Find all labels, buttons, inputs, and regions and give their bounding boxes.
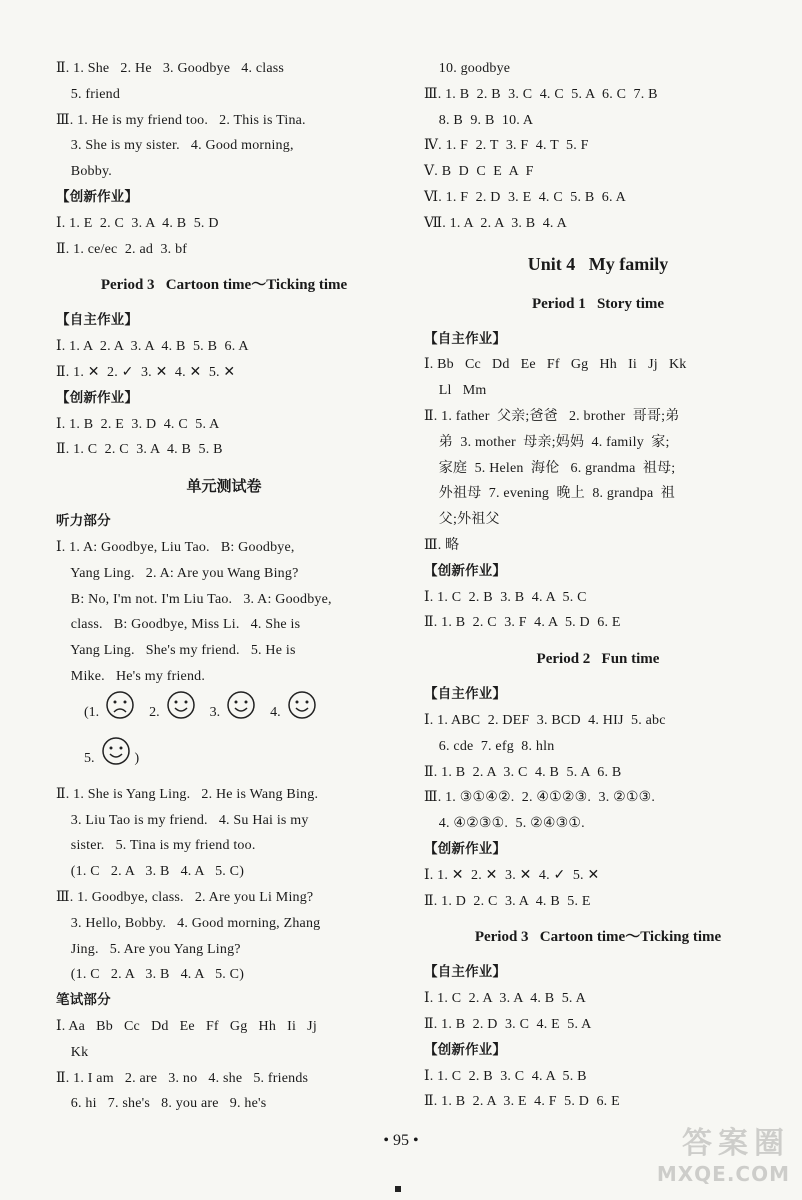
left-intro-list — [56, 56, 392, 185]
answer-line: Ⅰ. Aa Bb Cc Dd Ee Ff Gg Hh Ii Jj — [56, 1018, 317, 1034]
answer-line: Ⅱ. 1. B 2. C 3. F 4. A 5. D 6. E — [424, 615, 621, 631]
answer-line: 6. hi 7. she's 8. you are 9. he's — [56, 1096, 267, 1112]
answer-line: Ⅱ. 1. She 2. He 3. Goodbye 4. class — [56, 61, 285, 76]
answer-line: Ⅱ. 1. B 2. A 3. E 4. F 5. D 6. E — [424, 1094, 620, 1110]
answer-line: Ⅴ. B D C E A F — [424, 164, 534, 180]
answer-line: Ⅲ. 1. Goodbye, class. 2. Are you Li Ming? — [56, 889, 314, 905]
answer-line: 5. friend — [56, 86, 121, 102]
face-label: 2. — [149, 704, 160, 720]
faces-row — [56, 736, 392, 782]
face-label: (1. — [84, 704, 100, 720]
answer-line: Mike. He's my friend. — [56, 668, 206, 684]
listening-section-tag: 听力部分 — [56, 513, 111, 530]
period-title: Period 3 Cartoon time～Ticking time — [100, 277, 348, 294]
face-label: 5. — [84, 750, 95, 766]
unit-title: Unit 4 My family — [527, 253, 669, 274]
answer-line: Ⅲ. 1. ③①④②. 2. ④①②③. 3. ②①③. — [424, 790, 656, 806]
period-title: Period 1 Story time — [531, 295, 665, 312]
answer-line: Ⅰ. 1. E 2. C 3. A 4. B 5. D — [56, 215, 219, 231]
answer-line: Jing. 5. Are you Yang Ling? — [56, 941, 241, 957]
answer-line: 父;外祖父 — [424, 512, 500, 528]
answer-line: 弟 3. mother 母亲;妈妈 4. family 家; — [424, 434, 670, 450]
unit-test-title: 单元测试卷 — [186, 477, 262, 496]
section-tag-innovative: 【创新作业】 — [56, 389, 139, 406]
left-column — [56, 56, 392, 1117]
answer-line: Ⅱ. 1. ce/ec 2. ad 3. bf — [56, 241, 188, 257]
answer-line: (1. C 2. A 3. B 4. A 5. C) — [56, 967, 245, 983]
writing-section-tag: 笔试部分 — [56, 992, 111, 1009]
answer-line: 10. goodbye — [424, 61, 511, 76]
face-label: 4. — [270, 704, 281, 720]
period-title: Period 2 Fun time — [536, 651, 660, 668]
page-number: • 95 • — [383, 1132, 419, 1149]
answer-line: Ⅰ. 1. C 2. B 3. C 4. A 5. B — [424, 1068, 587, 1084]
answer-line: Ⅱ. 1. B 2. D 3. C 4. E 5. A — [424, 1016, 592, 1032]
answer-line: 家庭 5. Helen 海伦 6. grandma 祖母; — [424, 460, 676, 476]
answer-line: Ⅲ. 1. B 2. B 3. C 4. C 5. A 6. C 7. B — [424, 86, 658, 102]
happy-face-icon — [101, 736, 131, 782]
section-tag-self: 【自主作业】 — [56, 312, 139, 329]
answer-line: Ⅰ. 1. ✕ 2. ✕ 3. ✕ 4. ✓ 5. ✕ — [424, 867, 600, 883]
answer-line: Ⅶ. 1. A 2. A 3. B 4. A — [424, 215, 567, 231]
watermark-url: MXQE.COM — [656, 1162, 790, 1186]
answer-line: 4. ④②③①. 5. ②④③①. — [424, 816, 585, 832]
sad-face-icon — [105, 690, 135, 736]
right-column — [424, 56, 772, 1115]
section-tag-self: 【自主作业】 — [424, 964, 507, 981]
answer-line: Ⅱ. 1. D 2. C 3. A 4. B 5. E — [424, 893, 591, 909]
answer-line: Ⅰ. 1. A: Goodbye, Liu Tao. B: Goodbye, — [56, 539, 295, 555]
answer-line: Yang Ling. She's my friend. 5. He is — [56, 643, 296, 659]
answer-line: Ⅲ. 略 — [424, 537, 460, 553]
answer-line: 外祖母 7. evening 晚上 8. grandpa 祖 — [424, 486, 676, 502]
answer-line: B: No, I'm not. I'm Liu Tao. 3. A: Goodbye, — [56, 591, 332, 607]
watermark-logo-text: 答案圈 — [682, 1126, 790, 1161]
answer-line: 6. cde 7. efg 8. hln — [424, 738, 555, 754]
face-label: ) — [134, 750, 140, 766]
answer-line: Ⅰ. 1. ABC 2. DEF 3. BCD 4. HIJ 5. abc — [424, 712, 666, 728]
answer-line: Kk — [56, 1044, 89, 1060]
section-tag-self: 【自主作业】 — [424, 330, 507, 347]
face-label: 3. — [209, 704, 221, 720]
section-tag-innovative: 【创新作业】 — [424, 1041, 507, 1058]
answer-line: Ⅰ. 1. C 2. A 3. A 4. B 5. A — [424, 991, 586, 1007]
answer-line: Ⅱ. 1. ✕ 2. ✓ 3. ✕ 4. ✕ 5. ✕ — [56, 364, 236, 380]
answer-line: Ⅰ. 1. C 2. B 3. B 4. A 5. C — [424, 589, 587, 605]
happy-face-icon — [287, 690, 317, 736]
answer-line: Bobby. — [56, 164, 112, 180]
section-tag-innovative: 【创新作业】 — [424, 562, 507, 579]
section-tag-self: 【自主作业】 — [424, 686, 507, 703]
section-tag-innovative: 【创新作业】 — [424, 840, 507, 857]
answer-line: Ⅰ. 1. B 2. E 3. D 4. C 5. A — [56, 416, 220, 432]
answer-line: Ⅰ. Bb Cc Dd Ee Ff Gg Hh Ii Jj Kk — [424, 357, 687, 373]
answer-line: 3. Hello, Bobby. 4. Good morning, Zhang — [56, 915, 321, 931]
answer-line: Ⅱ. 1. B 2. A 3. C 4. B 5. A 6. B — [424, 764, 622, 780]
answer-line: Ⅱ. 1. C 2. C 3. A 4. B 5. B — [56, 442, 223, 458]
answer-line: 8. B 9. B 10. A — [424, 112, 534, 128]
faces-row — [56, 690, 392, 736]
period-title: Period 3 Cartoon time～Ticking time — [474, 929, 722, 946]
answer-line: Ⅳ. 1. F 2. T 3. F 4. T 5. F — [424, 138, 589, 154]
answer-line: sister. 5. Tina is my friend too. — [56, 838, 256, 854]
answer-line: class. B: Goodbye, Miss Li. 4. She is — [56, 617, 301, 633]
answer-line: Ⅵ. 1. F 2. D 3. E 4. C 5. B 6. A — [424, 189, 626, 205]
section-tag-innovative: 【创新作业】 — [56, 188, 139, 205]
answer-line: Ⅱ. 1. I am 2. are 3. no 4. she 5. friends — [56, 1070, 309, 1086]
answer-line: Ⅱ. 1. She is Yang Ling. 2. He is Wang Bing. — [56, 786, 319, 802]
answer-line: Ll Mm — [424, 383, 487, 399]
answer-line: Yang Ling. 2. A: Are you Wang Bing? — [56, 565, 299, 581]
answer-line: 3. Liu Tao is my friend. 4. Su Hai is my — [56, 812, 309, 828]
answer-line: 3. She is my sister. 4. Good morning, — [56, 138, 294, 154]
happy-face-icon — [226, 690, 256, 736]
happy-face-icon — [166, 690, 196, 736]
answer-line: (1. C 2. A 3. B 4. A 5. C) — [56, 864, 245, 880]
answer-line: Ⅲ. 1. He is my friend too. 2. This is Tina. — [56, 112, 306, 128]
watermark — [657, 1118, 790, 1186]
answer-line: Ⅰ. 1. A 2. A 3. A 4. B 5. B 6. A — [56, 339, 249, 355]
answer-line: Ⅱ. 1. father 父亲;爸爸 2. brother 哥哥;弟 — [424, 408, 680, 424]
bottom-mark — [395, 1186, 401, 1192]
